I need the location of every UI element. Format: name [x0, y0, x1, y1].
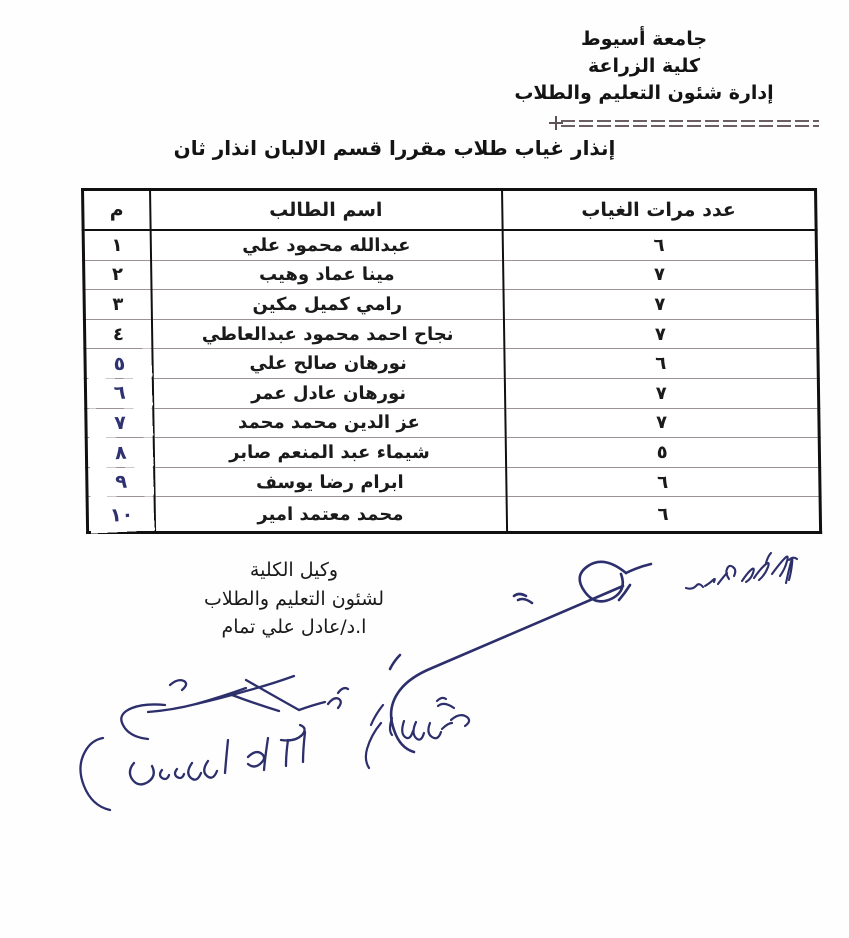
cell-absence-count: ٧: [503, 260, 817, 290]
table-row: [83, 230, 816, 260]
faculty-name: كلية الزراعة: [587, 54, 701, 77]
cell-student-name: محمد معتمد امير: [154, 497, 507, 533]
table-row: [85, 378, 818, 408]
dashed-rule-icon: [561, 120, 819, 127]
column-header-absence-count: عدد مرات الغياب: [502, 190, 817, 231]
handwritten-signature-main: [390, 562, 651, 752]
university-name: جامعة أسيوط: [580, 28, 708, 50]
table-header: [83, 190, 817, 231]
cell-student-name: نجاح احمد محمود عبدالعاطي: [151, 319, 503, 349]
cell-absence-count: ٧: [504, 378, 818, 408]
cell-row-number: ٩: [86, 466, 155, 499]
cell-student-name: رامي كميل مكين: [151, 290, 503, 320]
signatory-role: وكيل الكلية: [249, 559, 339, 581]
handwritten-note-top-right: [686, 553, 797, 589]
table-skew-wrapper: [84, 188, 822, 532]
cell-absence-count: ٧: [503, 290, 817, 320]
table-body: [83, 230, 820, 533]
cell-student-name: ابرام رضا يوسف: [154, 467, 506, 497]
table-header-row: [83, 190, 817, 231]
cell-student-name: مينا عماد وهيب: [151, 260, 503, 290]
cell-student-name: شيماء عبد المنعم صابر: [153, 438, 505, 468]
absence-table: [81, 188, 822, 534]
signatory-name: ا.د/عادل علي تمام: [221, 616, 367, 638]
cell-row-number: ٧: [85, 406, 154, 439]
cell-row-number: ٢: [84, 260, 151, 290]
table-row: [86, 438, 819, 468]
cell-row-number: ٥: [84, 347, 153, 380]
absence-table-zone: [0, 188, 849, 536]
table-row: [84, 260, 817, 290]
decorative-divider: [541, 116, 819, 130]
cell-row-number: ١: [83, 230, 150, 260]
cell-row-number: ١٠: [86, 495, 155, 534]
cell-row-number: ٨: [86, 436, 155, 469]
cell-row-number: ٦: [85, 377, 154, 410]
cell-student-name: نورهان صالح علي: [152, 349, 504, 379]
table-row: [87, 467, 820, 497]
cell-absence-count: ٥: [505, 438, 819, 468]
table-row: [84, 290, 817, 320]
cell-absence-count: ٦: [502, 230, 816, 260]
department-name: إدارة شئون التعليم والطلاب: [514, 81, 774, 104]
table-row: [87, 497, 821, 533]
cell-absence-count: ٦: [506, 497, 821, 533]
cell-student-name: عز الدين محمد محمد: [153, 408, 505, 438]
column-header-student-name: اسم الطالب: [150, 190, 503, 231]
cell-absence-count: ٧: [503, 319, 817, 349]
table-row: [86, 408, 819, 438]
cell-absence-count: ٦: [504, 349, 818, 379]
cell-absence-count: ٦: [506, 467, 820, 497]
cell-student-name: عبدالله محمود علي: [150, 230, 502, 260]
table-row: [84, 319, 817, 349]
handwritten-word-center: [366, 698, 469, 768]
cell-student-name: نورهان عادل عمر: [152, 378, 504, 408]
handwritten-signature-bottom-left: [80, 676, 348, 810]
cell-row-number: ٣: [84, 290, 151, 320]
cell-absence-count: ٧: [505, 408, 819, 438]
page-title: إنذار غياب طلاب مقررا قسم الالبان انذار ثان: [173, 136, 616, 160]
cell-row-number: ٤: [84, 319, 151, 349]
signatory-department: لشئون التعليم والطلاب: [203, 587, 384, 610]
letterhead: [474, 26, 814, 107]
column-header-number: م: [83, 190, 151, 231]
signature-text-block: [164, 556, 424, 642]
table-row: [85, 349, 818, 379]
